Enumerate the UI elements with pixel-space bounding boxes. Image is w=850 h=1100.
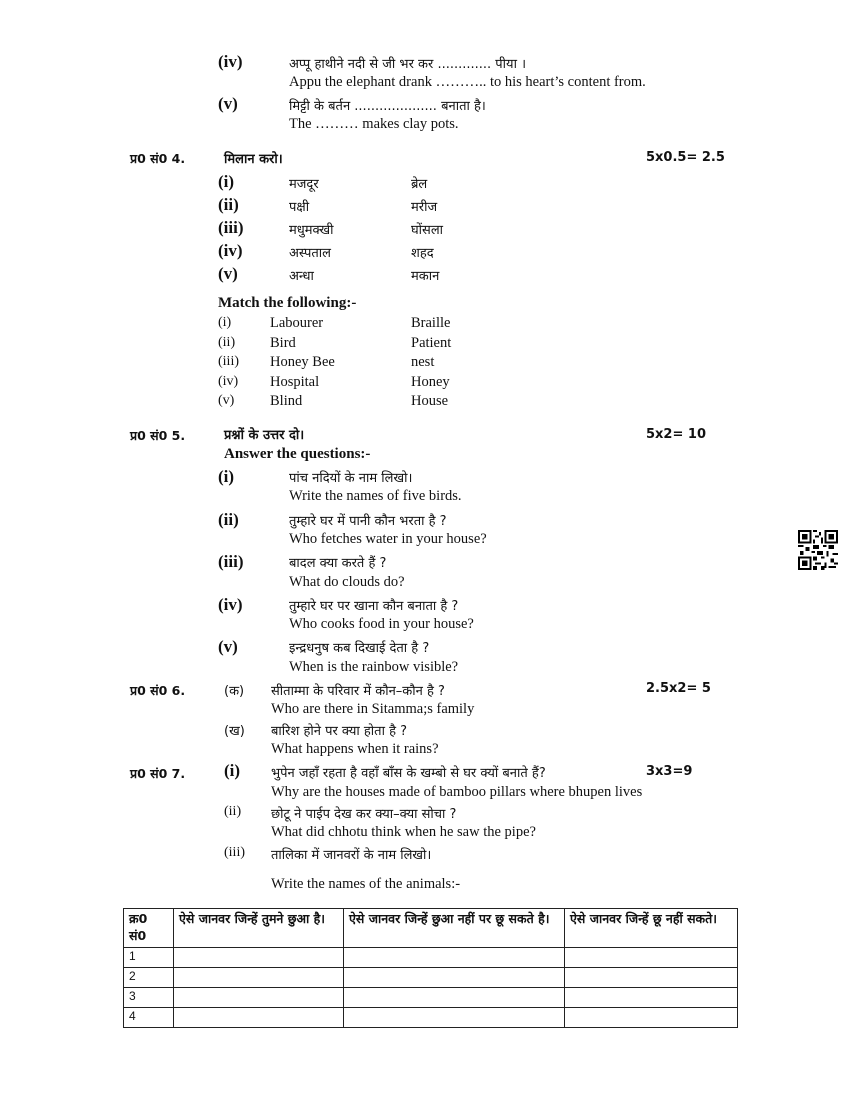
q3-item-iv-number: (iv) — [218, 52, 243, 71]
q3-item-v-english: The ……… makes clay pots. — [289, 116, 459, 132]
table-cell-blank[interactable] — [344, 1008, 565, 1028]
q7-item-hindi: तालिका में जानवरों के नाम लिखो। — [271, 848, 432, 863]
q5-marks: 5x2= 10 — [646, 427, 706, 442]
qr-code-icon — [798, 530, 838, 570]
q3-item-v-hindi: मिट्टी के बर्तन .................... बनाता है। — [289, 99, 486, 114]
q5-item-english: What do clouds do? — [289, 574, 405, 590]
table-row-number: 1 — [124, 948, 174, 968]
q5-item-english: When is the rainbow visible? — [289, 659, 459, 675]
q4-english-row-right: House — [411, 393, 449, 409]
q5-english-title: Answer the questions:- — [224, 446, 371, 462]
q4-english-row-right: nest — [411, 354, 435, 370]
table-row-number: 2 — [124, 968, 174, 988]
q4-hindi-row-number: (v) — [218, 264, 238, 283]
table-cell-blank[interactable] — [565, 968, 738, 988]
table-cell-blank[interactable] — [174, 988, 344, 1008]
q7-item-english: Write the names of the animals:- — [271, 876, 461, 892]
q3-item-iv-english: Appu the elephant drank ……….. to his heart’s content from. — [289, 74, 646, 90]
q4-hindi-row-right: ब्रेल — [411, 177, 428, 192]
q5-item-number: (iv) — [218, 595, 243, 614]
q7-item-english: What did chhotu think when he saw the pipe? — [271, 824, 536, 840]
q4-hindi-row-left: मधुमक्खी — [289, 223, 334, 238]
q7-item-english: Why are the houses made of bamboo pillars where bhupen lives — [271, 784, 643, 800]
q4-english-row-right: Patient — [411, 335, 452, 351]
table-row — [124, 988, 738, 1008]
q4-english-row-number: (ii) — [218, 335, 236, 350]
q4-hindi-row-left: पक्षी — [289, 200, 310, 215]
q5-item-hindi: इन्द्रधनुष कब दिखाई देता है ? — [289, 641, 430, 656]
q3-item-iv-hindi: अप्पू हाथीने नदी से जी भर कर ............. पीया । — [289, 57, 527, 72]
q7-label: प्र0 सं0 7. — [130, 766, 186, 781]
table-header-cannot-touch: ऐसे जानवर जिन्हें छू नहीं सकते। — [565, 909, 738, 948]
table-row — [124, 968, 738, 988]
table-header-serial: क्र0 सं0 — [124, 909, 174, 948]
table-cell-blank[interactable] — [344, 968, 565, 988]
table-row-number: 4 — [124, 1008, 174, 1028]
table-cell-blank[interactable] — [565, 948, 738, 968]
q5-title: प्रश्नों के उत्तर दो। — [224, 428, 305, 443]
q5-item-english: Who cooks food in your house? — [289, 616, 474, 632]
q4-english-row-left: Blind — [270, 393, 303, 409]
q7-item-number: (ii) — [224, 804, 242, 819]
q4-label: प्र0 सं0 4. — [130, 151, 186, 166]
q4-hindi-row-left: अन्धा — [289, 269, 314, 284]
q4-hindi-row-left: अस्पताल — [289, 246, 331, 261]
q4-hindi-row-right: मकान — [411, 269, 440, 284]
q5-label: प्र0 सं0 5. — [130, 428, 186, 443]
q4-english-row-number: (iii) — [218, 354, 239, 369]
q5-item-hindi: पांच नदियों के नाम लिखो। — [289, 471, 413, 486]
q4-hindi-row-number: (iii) — [218, 218, 244, 237]
table-cell-blank[interactable] — [174, 968, 344, 988]
q6-label: प्र0 सं0 6. — [130, 683, 186, 698]
q5-item-english: Write the names of five birds. — [289, 488, 462, 504]
q4-english-row-right: Honey — [411, 374, 450, 390]
q4-english-row-number: (i) — [218, 315, 232, 330]
q4-english-row-left: Bird — [270, 335, 296, 351]
table-cell-blank[interactable] — [174, 1008, 344, 1028]
q5-item-number: (ii) — [218, 510, 239, 529]
q4-english-row-left: Honey Bee — [270, 354, 335, 370]
table-row-number: 3 — [124, 988, 174, 1008]
q7-item-hindi: छोटू ने पाईप देख कर क्या–क्या सोचा ? — [271, 807, 457, 822]
q5-item-number: (i) — [218, 467, 235, 486]
table-row — [124, 948, 738, 968]
q4-english-row-left: Hospital — [270, 374, 320, 390]
table-cell-blank[interactable] — [565, 988, 738, 1008]
q6-item-hindi: सीताम्मा के परिवार में कौन–कौन है ? — [271, 684, 445, 699]
table-header-touched: ऐसे जानवर जिन्हें तुमने छुआ है। — [174, 909, 344, 948]
q4-english-row-number: (v) — [218, 393, 235, 408]
q5-item-hindi: तुम्हारे घर में पानी कौन भरता है ? — [289, 514, 447, 529]
q4-english-row-number: (iv) — [218, 374, 239, 389]
q6-item-english: What happens when it rains? — [271, 741, 439, 757]
q5-item-number: (v) — [218, 637, 238, 656]
table-cell-blank[interactable] — [174, 948, 344, 968]
q7-marks: 3x3=9 — [646, 764, 693, 779]
q6-marks: 2.5x2= 5 — [646, 681, 711, 696]
q4-hindi-row-right: घोंसला — [411, 223, 444, 238]
table-cell-blank[interactable] — [344, 988, 565, 1008]
table-row — [124, 1008, 738, 1028]
table-header-row — [124, 909, 738, 948]
q6-item-number: (ख) — [224, 724, 245, 739]
q6-item-hindi: बारिश होने पर क्या होता है ? — [271, 724, 408, 739]
q6-item-number: (क) — [224, 684, 245, 699]
q5-item-english: Who fetches water in your house? — [289, 531, 487, 547]
q4-english-row-left: Labourer — [270, 315, 324, 331]
q7-item-number: (iii) — [224, 845, 245, 860]
q4-english-row-right: Braille — [411, 315, 451, 331]
table-cell-blank[interactable] — [565, 1008, 738, 1028]
q7-item-hindi: भुपेन जहाँ रहता है वहाँ बाँस के खम्बो से घर क्यों बनाते हैं? — [271, 766, 546, 781]
q4-hindi-row-right: मरीज — [411, 200, 438, 215]
q5-item-number: (iii) — [218, 552, 244, 571]
q4-marks: 5x0.5= 2.5 — [646, 150, 725, 165]
q4-english-title: Match the following:- — [218, 295, 357, 311]
table-cell-blank[interactable] — [344, 948, 565, 968]
q7-item-number: (i) — [224, 761, 241, 780]
table-header-can-touch: ऐसे जानवर जिन्हें छुआ नहीं पर छू सकते है। — [344, 909, 565, 948]
q4-hindi-row-number: (ii) — [218, 195, 239, 214]
animals-table — [123, 908, 738, 1028]
q4-hindi-row-number: (i) — [218, 172, 235, 191]
q4-hindi-row-number: (iv) — [218, 241, 243, 260]
q4-hindi-row-right: शहद — [411, 246, 434, 261]
q3-item-v-number: (v) — [218, 94, 238, 113]
q4-hindi-row-left: मजदूर — [289, 177, 319, 192]
q6-item-english: Who are there in Sitamma;s family — [271, 701, 475, 717]
q4-title: मिलान करो। — [224, 152, 283, 167]
q5-item-hindi: तुम्हारे घर पर खाना कौन बनाता है ? — [289, 599, 459, 614]
q5-item-hindi: बादल क्या करते हैं ? — [289, 556, 387, 571]
